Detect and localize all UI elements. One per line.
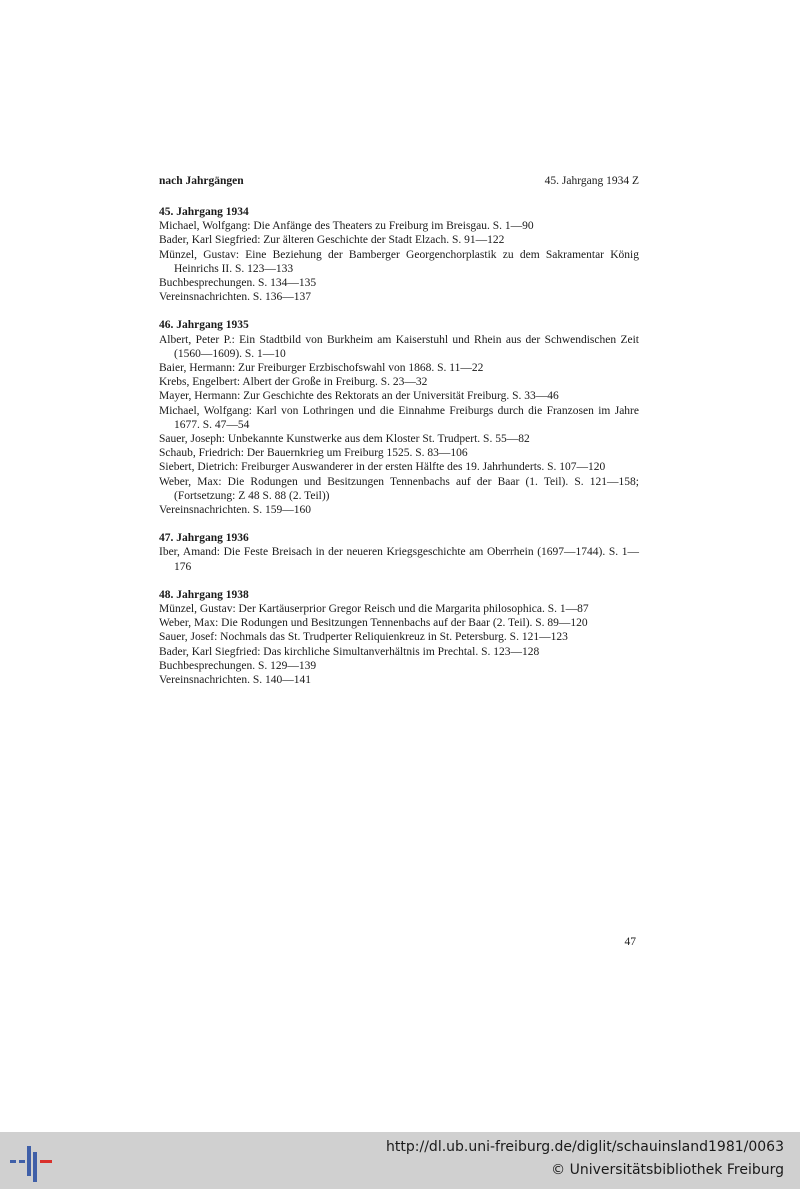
- running-head-right: 45. Jahrgang 1934 Z: [544, 175, 639, 187]
- index-entry: Weber, Max: Die Rodungen und Besitzungen Tennenbachs auf der Baar (1. Teil). S. 121—158; (Fortsetzung: Z 48 S. 88 (2. Teil)): [159, 475, 639, 502]
- index-entry: Buchbesprechungen. S. 129—139: [159, 659, 317, 672]
- index-entry: Sauer, Josef: Nochmals das St. Trudperter Reliquienkreuz in St. Petersburg. S. 121—123: [159, 631, 568, 644]
- year-section: [159, 205, 639, 304]
- running-head: [159, 175, 639, 191]
- page-number: 47: [624, 936, 636, 948]
- index-entry: Vereinsnachrichten. S. 159—160: [159, 504, 312, 517]
- index-entry: Krebs, Engelbert: Albert der Große in Freiburg. S. 23—32: [159, 376, 428, 389]
- section-title: 45. Jahrgang 1934: [159, 206, 249, 218]
- index-entry: Schaub, Friedrich: Der Bauernkrieg um Freiburg 1525. S. 83—106: [159, 447, 468, 460]
- section-title: 47. Jahrgang 1936: [159, 532, 249, 545]
- ub-freiburg-logo-icon[interactable]: [10, 1140, 52, 1182]
- index-entry: Michael, Wolfgang: Karl von Lothringen und die Einnahme Freiburgs durch die Franzosen im Jahre 1677. S. 47—54: [159, 404, 639, 431]
- index-entry: Albert, Peter P.: Ein Stadtbild von Burkheim am Kaiserstuhl und Rhein aus der Schwendischen Zeit (1560—1609). S. 1—10: [159, 333, 639, 360]
- index-entry: Bader, Karl Siegfried: Das kirchliche Simultanverhältnis im Prechtal. S. 123—128: [159, 645, 540, 658]
- footer-url-link[interactable]: http://dl.ub.uni-freiburg.de/diglit/schauinsland1981/0063: [386, 1139, 784, 1155]
- index-content: [159, 205, 639, 701]
- index-entry: Buchbesprechungen. S. 134—135: [159, 277, 317, 290]
- index-entry: Vereinsnachrichten. S. 140—141: [159, 674, 312, 687]
- year-section: [159, 318, 639, 517]
- section-title: 46. Jahrgang 1935: [159, 319, 249, 332]
- footer-bar: [0, 1132, 800, 1189]
- year-section: [159, 588, 639, 687]
- section-title: 48. Jahrgang 1938: [159, 588, 249, 601]
- index-entry: Iber, Amand: Die Feste Breisach in der neueren Kriegsgeschichte am Oberrhein (1697—1744). S. 1—176: [159, 546, 639, 573]
- index-entry: Michael, Wolfgang: Die Anfänge des Theaters zu Freiburg im Breisgau. S. 1—90: [159, 220, 534, 233]
- year-section: [159, 531, 639, 574]
- index-entry: Siebert, Dietrich: Freiburger Auswanderer in der ersten Hälfte des 19. Jahrhunderts. S. 107—120: [159, 461, 606, 474]
- index-entry: Vereinsnachrichten. S. 136—137: [159, 291, 312, 304]
- running-head-left: nach Jahrgängen: [159, 175, 244, 187]
- index-entry: Münzel, Gustav: Eine Beziehung der Bamberger Georgenchorplastik zu dem Sakramentar König Heinrichs II. S. 123—133: [159, 248, 639, 275]
- index-entry: Baier, Hermann: Zur Freiburger Erzbischofswahl von 1868. S. 11—22: [159, 362, 484, 375]
- footer-copyright: © Universitätsbibliothek Freiburg: [551, 1162, 784, 1178]
- index-entry: Münzel, Gustav: Der Kartäuserprior Gregor Reisch und die Margarita philosophica. S. 1—87: [159, 603, 589, 616]
- index-entry: Sauer, Joseph: Unbekannte Kunstwerke aus dem Kloster St. Trudpert. S. 55—82: [159, 433, 530, 446]
- index-entry: Weber, Max: Die Rodungen und Besitzungen Tennenbachs auf der Baar (2. Teil). S. 89—120: [159, 617, 588, 630]
- index-entry: Bader, Karl Siegfried: Zur älteren Geschichte der Stadt Elzach. S. 91—122: [159, 234, 505, 247]
- index-entry: Mayer, Hermann: Zur Geschichte des Rektorats an der Universität Freiburg. S. 33—46: [159, 390, 559, 403]
